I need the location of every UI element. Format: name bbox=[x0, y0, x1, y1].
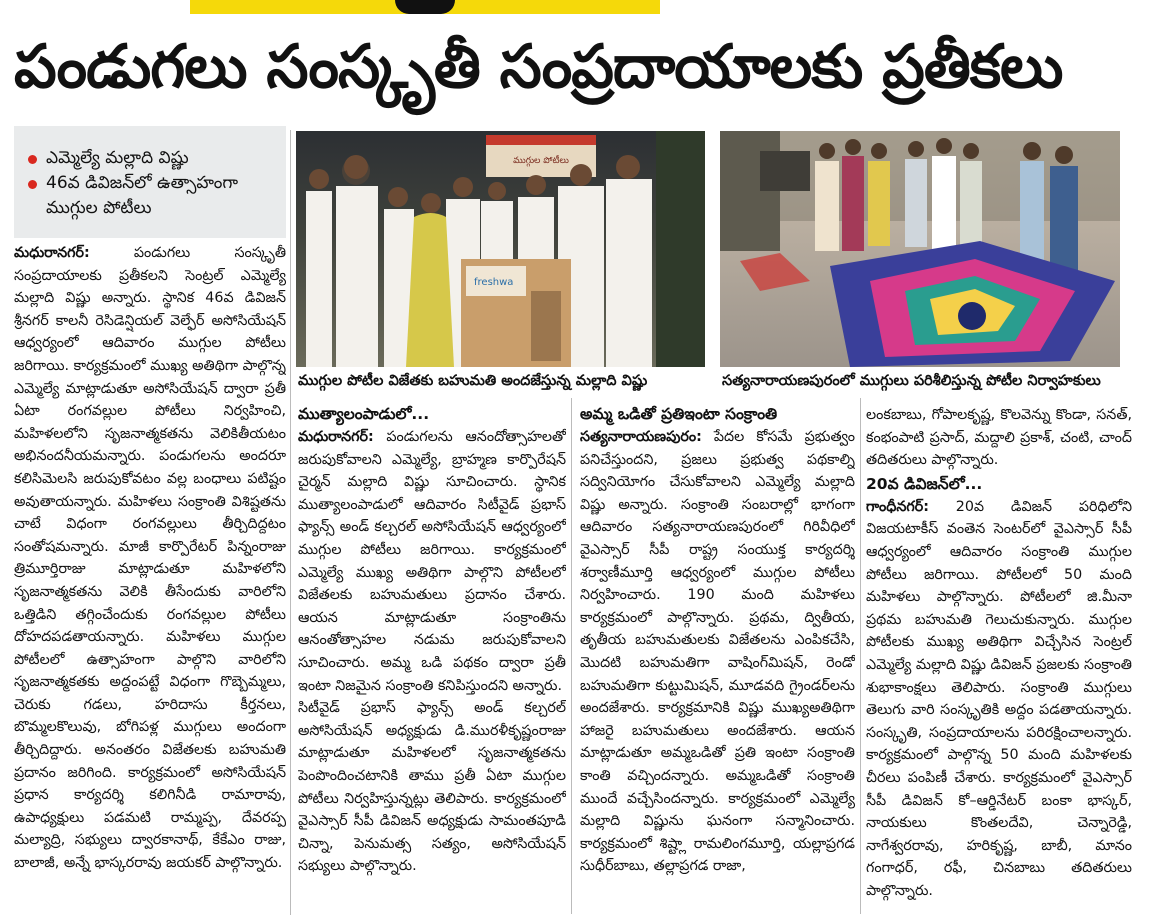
highlight-item: ఎమ్మెల్యే మల్లాది విష్ణు bbox=[28, 146, 286, 171]
dateline: సత్యనారాయణపురం: bbox=[580, 429, 702, 445]
subhead: 20వ డివిజన్‌లో... bbox=[866, 474, 983, 493]
stage-banner-text: ముగ్గుల పోటీలు bbox=[513, 156, 569, 166]
dateline: మధురానగర్: bbox=[14, 245, 90, 261]
article-text: పండుగలు సంస్కృతీ సంప్రదాయాలకు ప్రతీకలని సెంట్రల్ ఎమ్మెల్యే మల్లాది విష్ణు అన్నారు. స్థానిక 46వ డివిజన్ శ్రీనగర్ కాలనీ రెసిడెన్షియల్ వెల్ఫేర్ అసోసియేషన్ ఆధ్వర్యంలో ఆదివారం ముగ్గుల పోటీలు జరిగాయి. కార్యక్రమంలో ముఖ్య అతిథిగా పాల్గొన్న ఎమ్మెల్యే మాట్లాడుతూ అసోసియేషన్ ద్వారా ప్రతీ ఏటా రంగవల్లుల పోటీలు నిర్వహించి, మహిళలలోని సృజనాత్మకతను వెలికితీయటం అభినందనీయమన్నారు. పండుగలను అందరూ కలిసిమెలసి జరుపుకోవటం వల్ల బంధాలు పటిష్టం అవుతాయన్నారు. మహిళలు సంక్రాంతి విశిష్టతను చాటే విధంగా రంగవల్లులు తీర్చిదిద్దటం సంతోషమన్నారు. మాజీ కార్పొరేటర్ పిన్నంరాజు త్రిమూర్తిరాజు మాట్లాడుతూ మహిళలోని సృజనాత్మకతను వెలికి తీసేందుకు వారిలోని ఒత్తిడిని తగ్గించేందుకు రంగవల్లుల పోటీలు దోహదపడతాయన్నారు. మహిళలు ముగ్గుల పోటీలలో ఉత్సాహంగా పాల్గొని వారిలోని సృజనాత్మకతకు అద్దంపట్టే విధంగా గొబ్బెమ్మలు, చెరుకు గడలు, హరిదాసు కీర్తనలు, బొమ్మలకొలువు, బోగిపళ్ల ముగ్గులు అందంగా తీర్చిదిద్దారు. అనంతరం విజేతలకు బహుమతి ప్రదానం జరిగింది. కార్యక్రమంలో అసోసియేషన్ ప్రధాన కార్యదర్శి కలిగినీడి రామారావు, ఉపాధ్యక్షులు పడమటి రామ్మప్ప, దేవరప్ప మల్యాద్రి, సభ్యులు ద్వారకానాథ్, కేకేఎం రాజు, బాలాజీ, అన్నే భాస్కరరావు జయకర్ పాల్గొన్నారు. bbox=[14, 245, 286, 872]
headline: పండుగలు సంస్కృతీ సంప్రదాయాలకు ప్రతీకలు bbox=[14, 32, 1063, 102]
dateline: మధురానగర్: bbox=[298, 429, 374, 445]
subhead: ముత్యాలంపాడులో... bbox=[298, 405, 430, 423]
column-rule bbox=[860, 398, 861, 914]
subhead: అమ్మ ఒడితో ప్రతిఇంటా సంక్రాంతి bbox=[580, 405, 778, 423]
article-text: పేదల కోసమే ప్రభుత్వం పనిచేస్తుందని, ప్రజలు ప్రభుత్వ పథకాల్ని సద్వినియోగం చేసుకోవాలని ఎమ్మెల్యే మల్లాది విష్ణు అన్నారు. సంక్రాంతి సంబరాల్లో భాగంగా ఆదివారం సత్యనారాయణపురంలో గిరివీధిలో వైఎస్సార్ సీపీ రాష్ట్ర సంయుక్త కార్యదర్శి శర్వాణీమూర్తి ఆధ్వర్యంలో ముగ్గుల పోటీలు నిర్వహించారు. 190 మంది మహిళలు కార్యక్రమంలో పాల్గొన్నారు. ప్రథమ, ద్వితీయ, తృతీయ బహుమతులకు విజేతలను ఎంపికచేసి, మొదటి బహుమతిగా వాషింగ్‌మిషన్, రెండో బహుమతిగా కుట్టుమిషన్, మూడవది గ్రైండర్‌లను అందజేశారు. కార్యక్రమానికి విష్ణు ముఖ్యఅతిథిగా హాజరై బహుమతులు అందజేశారు. ఆయన మాట్లాడుతూ అమ్మఒడితో ప్రతి ఇంటా సంక్రాంతి కాంతి వచ్చిందన్నారు. అమ్మఒడితో సంక్రాంతి ముందే వచ్చేసిందన్నారు. కార్యక్రమంలో ఎమ్మెల్యే మల్లాది విష్ణును ఘనంగా సన్మానించారు. కార్యక్రమంలో శిష్ట్లా రామలింగమూర్తి, యల్లాప్రగడ సుధీర్‌బాబు, తల్లాప్రగడ రాజా, bbox=[580, 429, 855, 875]
article-column-2 bbox=[298, 402, 566, 914]
article-text: పండుగలను ఆనందోత్సాహలతో జరుపుకోవాలని ఎమ్మెల్యే, బ్రాహ్మణ కార్పొరేషన్ చైర్మన్ మల్లాది విష్ణు సూచించారు. స్థానిక ముత్యాలంపాడులో ఆదివారం సిటీవైడ్ ప్రభాస్ ఫ్యాన్స్ అండ్ కల్చరల్ అసోసియేషన్ ఆధ్వర్యంలో ముగ్గుల పోటీలు జరిగాయి. కార్యక్రమంలో ఎమ్మెల్యే ముఖ్య అతిథిగా పాల్గొని పోటీలలో విజేతలకు బహుమతులు ప్రదానం చేశారు. ఆయన మాట్లాడుతూ సంక్రాంతిను ఆనంతోత్సాహల నడుమ జరుపుకోవాలని సూచించారు. అమ్మ ఒడి పథకం ద్వారా ప్రతీ ఇంటా నిజమైన సంక్రాంతి కనిపిస్తుందని అన్నారు. bbox=[298, 429, 566, 694]
masthead-color-strip bbox=[190, 0, 660, 14]
column-rule bbox=[571, 398, 572, 914]
dateline: గాంధీనగర్: bbox=[866, 498, 929, 515]
highlight-item: 46వ డివిజన్‌లో ఉత్సాహంగా ముగ్గుల పోటీలు bbox=[28, 171, 286, 221]
article-column-4 bbox=[866, 404, 1132, 914]
box-brand-text: freshwa bbox=[474, 277, 514, 288]
photo-rangoli-art bbox=[720, 131, 1120, 367]
photo-rangoli-inspection bbox=[720, 131, 1120, 367]
masthead-notch bbox=[395, 0, 455, 14]
article-column-1 bbox=[14, 242, 286, 914]
photo-caption-1: ముగ్గుల పోటీల విజేతకు బహుమతి అందజేస్తున్న మల్లాది విష్ణు bbox=[298, 373, 648, 389]
photo-prize-distribution bbox=[296, 131, 705, 367]
article-column-3 bbox=[580, 402, 855, 914]
highlights-box bbox=[14, 126, 286, 238]
article-text: సిటీవైడ్ ప్రభాస్ ఫ్యాన్స్ అండ్ కల్చరల్ అసోసియేషన్ అధ్యక్షుడు డి.మురళీకృష్ణంరాజు మాట్లాడుతూ మహిళలలో సృజనాత్మకతను పెంపొందించటానికి తాము ప్రతీ ఏటా ముగ్గుల పోటీలు నిర్వహిస్తున్నట్లు తెలిపారు. కార్యక్రమంలో వైఎస్సార్ సీపీ డివిజన్ అధ్యక్షుడు సామంతపూడి చిన్నా, పెనుమత్స సత్యం, అసోసియేషన్ సభ్యులు పాల్గొన్నారు. bbox=[298, 700, 566, 875]
photo-caption-2: సత్యనారాయణపురంలో ముగ్గులు పరిశీలిస్తున్న పోటీల నిర్వాహకులు bbox=[722, 373, 1101, 389]
column-rule bbox=[290, 130, 291, 915]
article-text: లంకబాబు, గోపాలకృష్ణ, కొలవెన్ను కొండా, సనత్, కంభంపాటి ప్రసాద్, మద్దాలి ప్రకాశ్, చంటి, చాంద్ తదితరులు పాల్గొన్నారు. bbox=[866, 407, 1132, 469]
photo-prize-distribution-art bbox=[296, 131, 705, 367]
article-text: 20వ డివిజన్ పరిధిలోని విజయటాకీస్ వంతెన సెంటర్‌లో వైఎస్సార్ సీపీ ఆధ్వర్యంలో ఆదివారం సంక్రాంతి ముగ్గుల పోటీలు జరిగాయి. పోటీలలో 50 మంది మహిళలు పాల్గొన్నారు. పోటీలలో జి.మీనా ప్రథమ బహుమతి గెలుచుకున్నారు. ముగ్గుల పోటీలకు ముఖ్య అతిథిగా విచ్చేసిన సెంట్రల్ ఎమ్మెల్యే మల్లాది విష్ణు డివిజన్ ప్రజలకు సంక్రాంతి శుభాకాంక్షలు తెలిపారు. సంక్రాంతి ముగ్గులు తెలుగు వారి సంస్కృతికి అద్దం పడతాయన్నారు. సంస్కృతి, సంప్రదాయాలను పరిరక్షించాలన్నారు. కార్యక్రమంలో పాల్గొన్న 50 మంది మహిళలకు చీరలు పంపిణీ చేశారు. కార్యక్రమంలో వైఎస్సార్ సీపీ డివిజన్ కో–ఆర్డినేటర్ బంకా భాస్కర్, నాయకులు కొంతలదేవి, చెన్నారెడ్డి, నాగేశ్వరరావు, హరికృష్ణ, బాబీ, మానం గంగాధర్, రఫీ, చినబాబు తదితరులు పాల్గొన్నారు. bbox=[866, 498, 1132, 899]
woman-yellow-saree bbox=[406, 213, 454, 367]
